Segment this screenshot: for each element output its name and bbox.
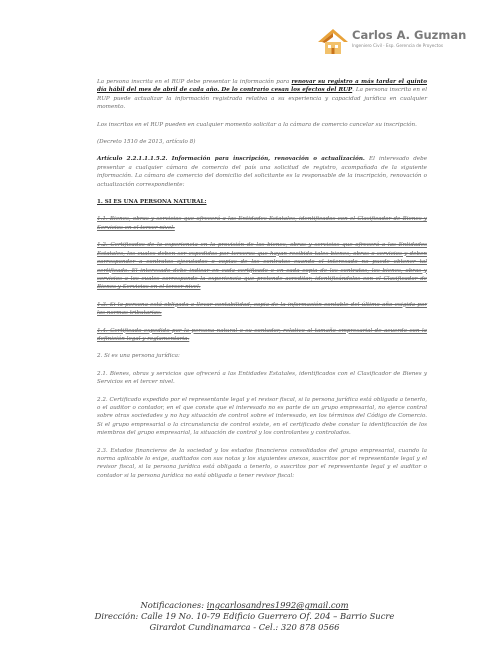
document-body [97,78,427,489]
item-1-2: 1.2. Certificados de la experiencia en la provisión de los bienes, obras y servicios que ofrecerá a las Entidades Estatales, los cuales deben ser expedidos por terceros que hayan recibido tales bienes, obras o servicios y deben corresponder a contratos ejecutados o copias de los contratos cuando el interesado no puede obtener tal certificado. El interesado debe indicar en cada certificado o en cada copia de los contratos, los bienes, obras y servicios a los cuales corresponde la experiencia que pretende acreditar, identificándolos con el Clasificador de Bienes y Servicios en el tercer nivel. [97,242,427,291]
article-title: Artículo 2.2.1.1.1.5.2. Información para inscripción, renovación o actualización. [97,156,365,163]
footer-address: Dirección: Calle 19 No. 10-79 Edificio Guerrero Of. 204 – Barrio Sucre [94,611,395,621]
paragraph-renewal: La persona inscrita en el RUP debe presentar la información para renovar su registro a más tardar el quinto día hábil del mes de abril de cada año. De lo contrario cesan los efectos del RUP. La persona inscrita en el RUP puede actualizar la información registrada relativa a su experiencia y capacidad jurídica en cualquier momento. [97,79,427,111]
logo-tagline: Ingeniero Civil · Esp. Gerencia de Proyectos [352,43,444,48]
item-1-3: 1.3. Si la persona está obligada a llevar contabilidad, copia de la información contable del último año exigida por las normas tributarias. [97,301,427,317]
section-heading-legal-person: 2. Si es una persona jurídica: [97,353,180,360]
house-logo-icon [316,26,350,56]
item-1-1: 1.1. Bienes, obras y servicios que ofrecerá a las Entidades Estatales, identificados con el Clasificador de Bienes y Servicios en el tercer nivel. [97,216,427,231]
decree-reference: (Decreto 1510 de 2013, artículo 8) [97,139,196,146]
company-logo [316,26,476,56]
item-2-2: 2.2. Certificado expedido por el representante legal y el revisor fiscal, si la persona jurídica está obligada a tenerlo, o el auditor o contador, en el que conste que el interesado no es parte de un grupo empresarial, no ejerce control sobre otras sociedades y no hay situación de control sobre el interesado, en los términos del Código de Comercio. Si el grupo empresarial o la circunstancia de control existe, en el certificado debe constar la identificación de los miembros del grupo empresarial, la situación de control y los controlantes y controlados. [97,396,427,437]
footer-city-phone: Girardot Cundinamarca - Cel.: 320 878 0566 [149,622,340,632]
item-2-3: 2.3. Estados financieros de la sociedad y los estados financieros consolidados del grupo empresarial, cuando la norma aplicable lo exige, auditados con sus notas y los siguientes anexos, suscritos por el representante legal y el revisor fiscal, si la persona jurídica está obligada a tenerlo, o suscritos por el representante legal y el auditor o contador si la persona jurídica no está obligada a tener revisor fiscal: [97,447,427,479]
logo-name: Carlos A. Guzman [352,28,467,42]
page-footer [0,600,489,633]
item-1-4: 1.4. Certificado expedido por la persona natural o su contador, relativo al tamaño empresarial de acuerdo con la definición legal y reglamentaria. [97,327,427,342]
paragraph-article: Artículo 2.2.1.1.1.5.2. Información para inscripción, renovación o actualización. El interesado debe presentar a cualquier cámara de comercio del país una solicitud de registro, acompañada de la siguiente información. La cámara de comercio del domicilio del solicitante es la responsable de la inscripción, renovación o actualización correspondiente: [97,156,428,188]
paragraph-cancel: Los inscritos en el RUP pueden en cualquier momento solicitar a la cámara de comercio cancelar su inscripción. [97,121,417,128]
footer-notifications: Notificaciones: ingcarlosandres1992@gmail.com [140,600,349,610]
item-2-1: 2.1. Bienes, obras y servicios que ofrecerá a las Entidades Estatales, identificados con el Clasificador de Bienes y Servicios en el tercer nivel. [97,370,427,386]
section-heading-natural-person: 1. SI ES UNA PERSONA NATURAL: [97,199,207,206]
highlight-renewal-deadline: renovar su registro a más tardar el quinto día hábil del mes de abril de cada año. De lo contrario cesan los efectos del RUP [97,79,427,94]
footer-email-link[interactable]: ingcarlosandres1992@gmail.com [206,600,349,610]
